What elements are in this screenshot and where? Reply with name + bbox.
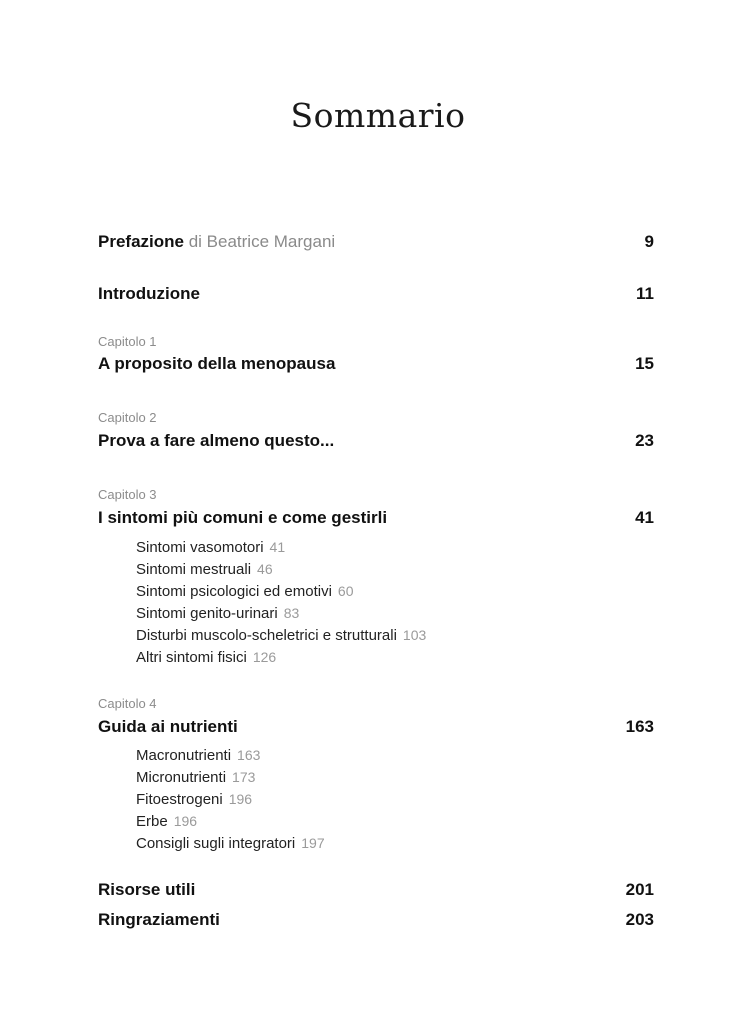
toc-entry-resources[interactable] (98, 880, 654, 906)
subentry-title: Sintomi vasomotori (136, 539, 264, 556)
subentry-title: Altri sintomi fisici (136, 649, 247, 666)
preface-label: Prefazione (98, 232, 184, 251)
subentry-title: Consigli sugli integratori (136, 835, 296, 852)
toc-subentry[interactable] (136, 627, 426, 644)
subentry-page: 83 (283, 605, 300, 621)
subentry-title: Erbe (136, 813, 168, 830)
subentry-page: 197 (301, 835, 325, 851)
toc-subentry[interactable] (136, 813, 197, 830)
subentry-page: 196 (173, 813, 198, 829)
toc-entry-page: 201 (625, 880, 654, 899)
chapter-label: Capitolo 4 (98, 696, 157, 711)
toc-entry-page: 41 (635, 508, 654, 527)
toc-entry-title: Prova a fare almeno questo... (98, 431, 335, 450)
toc-subentry[interactable] (136, 747, 260, 764)
subentry-title: Macronutrienti (136, 747, 232, 764)
toc-entry-title: A proposito della menopausa (98, 354, 336, 373)
toc-subentry[interactable] (136, 561, 273, 578)
toc-entry-preface[interactable] (98, 232, 654, 258)
preface-author: di Beatrice Margani (188, 232, 336, 251)
toc-entry-title: Ringraziamenti (98, 910, 220, 929)
toc-subentry[interactable] (136, 605, 299, 622)
toc-entry-page: 15 (635, 354, 654, 373)
subentry-title: Sintomi genito-urinari (136, 605, 278, 622)
subentry-page: 103 (402, 627, 427, 643)
toc-entry-page: 9 (644, 232, 654, 251)
toc-subentry[interactable] (136, 649, 276, 666)
toc-subentry[interactable] (136, 769, 255, 786)
toc-subentry[interactable] (136, 835, 325, 852)
toc-entry-chapter-2[interactable] (98, 431, 654, 457)
subentry-page: 60 (337, 583, 354, 599)
subentry-page: 41 (269, 539, 286, 555)
toc-entry-page: 163 (625, 717, 654, 736)
toc-entry-title: I sintomi più comuni e come gestirli (98, 508, 388, 527)
toc-entry-page: 11 (636, 284, 654, 303)
chapter-label: Capitolo 1 (98, 334, 157, 349)
subentry-page: 126 (252, 649, 277, 665)
subentry-title: Disturbi muscolo-scheletrici e strutturali (136, 627, 397, 644)
page-title: Sommario (290, 96, 466, 135)
chapter-label: Capitolo 3 (98, 487, 157, 502)
toc-entry-title: Guida ai nutrienti (98, 717, 238, 736)
toc-subentry[interactable] (136, 539, 285, 556)
toc-entry-acknowledgements[interactable] (98, 910, 654, 936)
toc-subentry[interactable] (136, 791, 252, 808)
toc-entry-chapter-3[interactable] (98, 508, 654, 534)
subentry-page: 163 (237, 747, 261, 763)
subentry-title: Sintomi psicologici ed emotivi (136, 583, 332, 600)
toc-entry-page: 203 (625, 910, 654, 929)
toc-entry-page: 23 (635, 431, 654, 450)
subentry-page: 46 (257, 561, 273, 577)
toc-entry-title (98, 232, 335, 252)
toc-entry-title: Introduzione (98, 284, 200, 303)
toc-entry-title: Risorse utili (98, 880, 196, 899)
subentry-title: Micronutrienti (136, 769, 227, 786)
subentry-page: 196 (228, 791, 253, 807)
toc-entry-chapter-1[interactable] (98, 354, 654, 380)
subentry-title: Fitoestrogeni (136, 791, 223, 808)
subentry-title: Sintomi mestruali (136, 561, 252, 578)
toc-entry-introduction[interactable] (98, 284, 654, 310)
chapter-label: Capitolo 2 (98, 410, 157, 425)
toc-subentry[interactable] (136, 583, 354, 600)
subentry-page: 173 (232, 769, 256, 785)
toc-entry-chapter-4[interactable] (98, 717, 654, 743)
